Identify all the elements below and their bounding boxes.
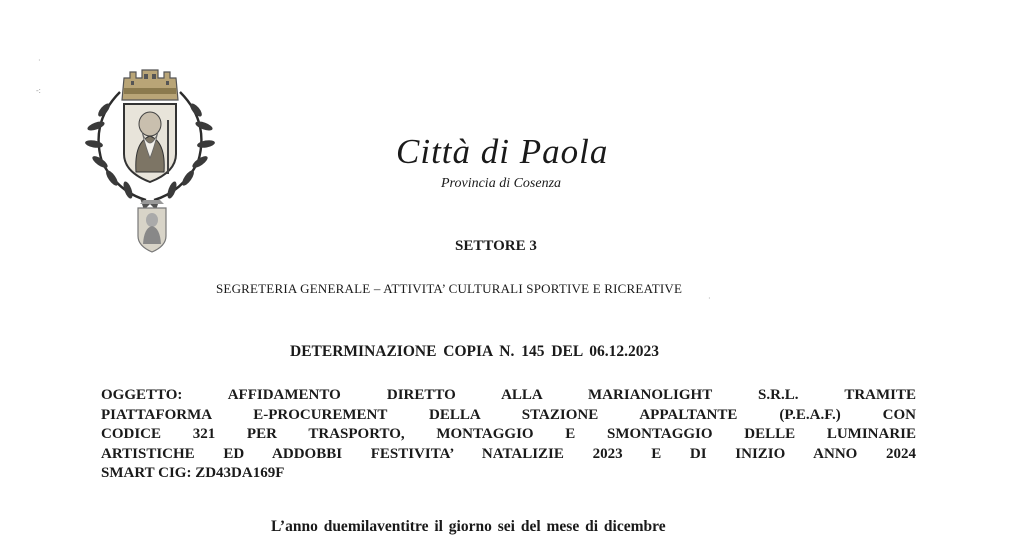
scan-speck: ·	[38, 56, 41, 65]
subject-line-cig: SMART CIG: ZD43DA169F	[101, 465, 285, 482]
subject-line: PIATTAFORMA E-PROCUREMENT DELLA STAZIONE APPALTANTE (P.E.A.F.) CON	[101, 406, 916, 423]
scan-speck: ·	[708, 294, 711, 303]
subject-line: ARTISTICHE ED ADDOBBI FESTIVITA’ NATALIZIE 2023 E DI INIZIO ANNO 2024	[101, 445, 916, 462]
scan-speck: -:	[36, 86, 41, 95]
sector-heading: SETTORE 3	[455, 238, 537, 254]
city-crest-emblem	[84, 62, 216, 212]
city-title: Città di Paola	[396, 132, 609, 171]
opening-sentence: L’anno duemilaventitre il giorno sei del mese di dicembre	[271, 518, 666, 535]
small-seal-emblem	[132, 198, 172, 254]
determination-heading: DETERMINAZIONE COPIA N. 145 DEL 06.12.2023	[290, 343, 659, 360]
province-subtitle: Provincia di Cosenza	[441, 176, 562, 191]
department-heading: SEGRETERIA GENERALE – ATTIVITA’ CULTURALI SPORTIVE E RICREATIVE	[216, 281, 683, 296]
subject-block	[101, 386, 916, 484]
subject-line: CODICE 321 PER TRASPORTO, MONTAGGIO E SMONTAGGIO DELLE LUMINARIE	[101, 426, 916, 443]
subject-line: OGGETTO: AFFIDAMENTO DIRETTO ALLA MARIANOLIGHT S.R.L. TRAMITE	[101, 387, 916, 403]
